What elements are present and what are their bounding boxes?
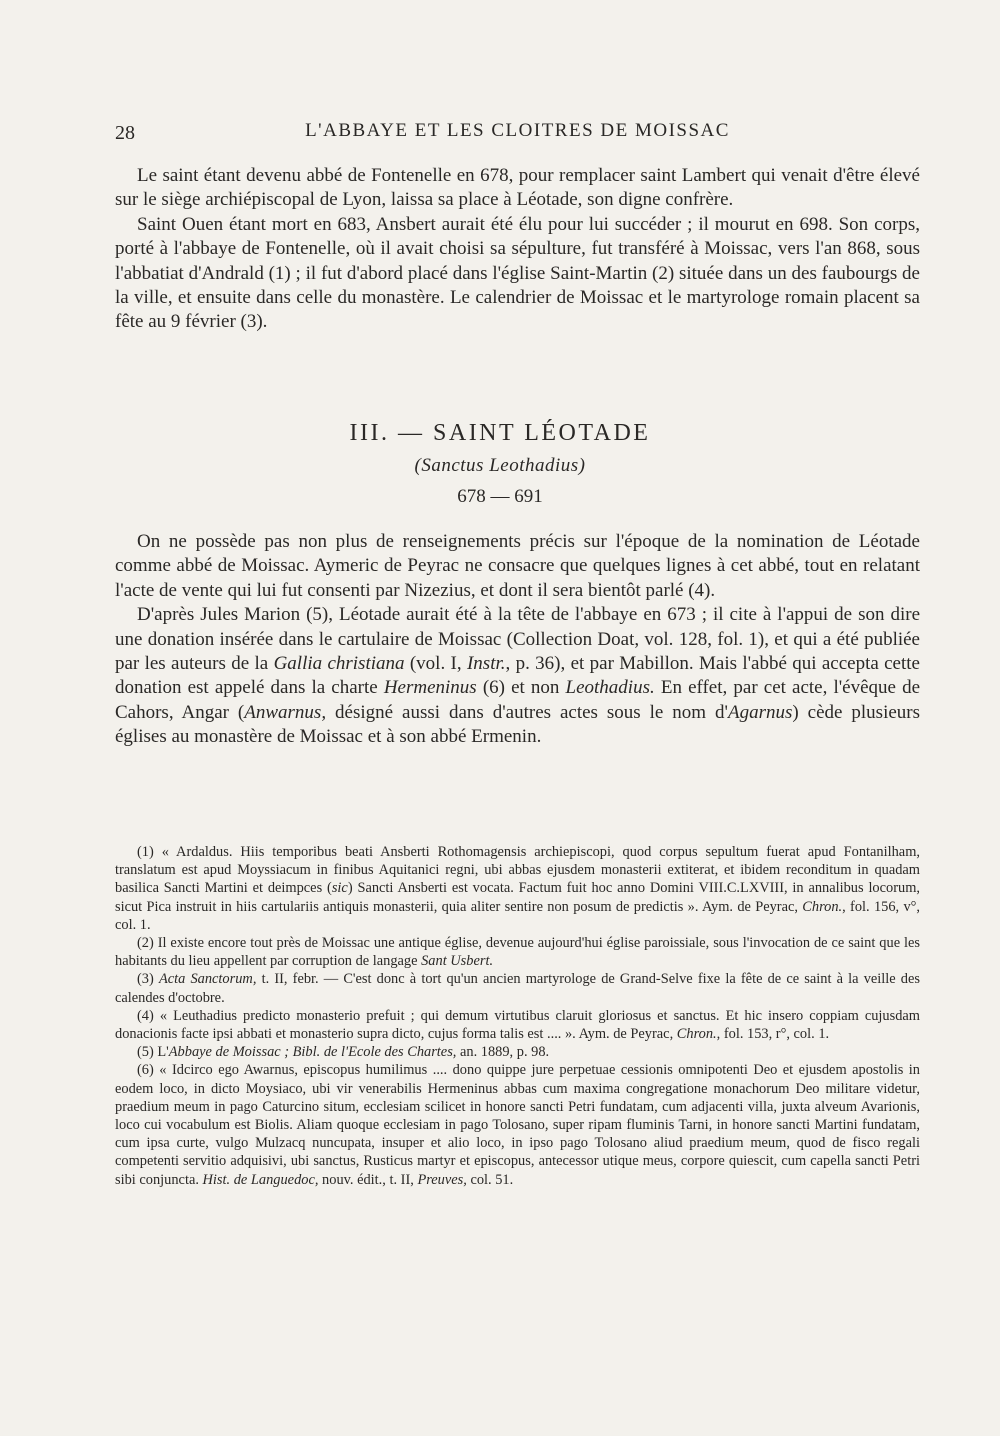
- section-title: III. — SAINT LÉOTADE: [349, 420, 651, 446]
- section-dates: 678 — 691: [457, 486, 543, 507]
- text-run: ) cède plusieurs églises au monastère de Moissac et à son abbé Ermenin.: [115, 701, 921, 748]
- paragraph: Le saint étant devenu abbé de Fontenelle en 678, pour remplacer saint Lambert qui venait d'être élevé sur le siège archiépiscopal de Lyon, laissa sa place à Léotade, son digne confrère.: [115, 165, 920, 211]
- footnote: [115, 970, 920, 1006]
- text-run: ) Sancti Ansberti est vocata. Factum fuit hoc anno Domini VIII.C.LXVIII, in annalibus locorum, sicut Pica instruit in hiis cartulariis antiquis monasterii, quia aliter sentire non posum de predictis ». Aym. de Peyrac,: [115, 880, 920, 915]
- running-title: L'ABBAYE ET LES CLOITRES DE MOISSAC: [305, 120, 730, 141]
- italic-run: Anwarnus,: [244, 701, 327, 723]
- italic-run: Hermeninus: [383, 677, 477, 699]
- page-number: 28: [115, 122, 135, 144]
- footnote: [115, 843, 920, 934]
- footnotes: [115, 843, 920, 1189]
- italic-run: Chron.: [802, 898, 843, 915]
- section-subtitle: (Sanctus Leothadius): [414, 455, 586, 476]
- footnote: [115, 1007, 920, 1043]
- page-header: [115, 120, 920, 146]
- text-run: (vol. I,: [404, 653, 467, 675]
- italic-run: Chron.: [676, 1026, 717, 1043]
- text-run: , fol. 156, v°, col. 1.: [115, 898, 920, 933]
- text-run: col. 51.: [466, 1171, 514, 1188]
- footnote: [115, 1061, 920, 1188]
- text-run: (6) et non: [476, 677, 566, 699]
- text-run: (6) « Idcirco ego Awarnus, episcopus humilimus .... dono quippe jure perpetuae cessionis omnipotenti Deo et ejusdem apostolis in eodem loco, in dicto Moysiaco, ubi vir venerabilis Hermeninus abbas cum maxima congregatione monachorum Deo militare videtur, praedium meum in pago Caturcino situm, ecclesiam scilicet in honore sancti Petri fundatam, cum adjacenti villa, juxta alveum Avarionis, loco cui vocabulum est Biolis. Aliam quoque ecclesiam in pago Tolosano, super ripam fluminis Tarni, in honore sancti Martini fundatam, cum ipsa curte, vulgo Mulzacq nuncupata, insuper et alio loco, in ipso pago Tolosano aliud praedium meum, quod de fisco regali competenti servitio adquisivi, ubi sanctus, Rusticus martyr et episcopus, antecessor utique meus, corpore quiescit, cum capella sancti Petri sibi conjuncta.: [115, 1062, 920, 1188]
- text-run: nouv. édit., t. II,: [318, 1171, 418, 1188]
- italic-run: Instr.: [466, 653, 506, 675]
- italic-run: Leothadius.: [565, 677, 655, 699]
- text-run: , p. 36), et par Mabillon. Mais l'abbé qui accepta cette donation est appelé dans la charte: [115, 653, 920, 699]
- text-run: , fol. 153, r°, col. 1.: [716, 1026, 830, 1043]
- main-text: [115, 530, 920, 750]
- italic-run: sic: [331, 880, 348, 897]
- text-run: an. 1889, p. 98.: [456, 1044, 550, 1061]
- italic-run: Hist. de Languedoc,: [202, 1171, 319, 1188]
- text-run: (4) « Leuthadius predicto monasterio prefuit ; qui demum virtutibus claruit gloriosus et sanctus. Et hic insero coppiam cujusdam donacionis facte ipsi abbati et monasterio supra dicto, cujus forma talis est .... ». Aym. de Peyrac,: [115, 1007, 920, 1043]
- text-run: (1) « Ardaldus. Hiis temporibus beati Ansberti Rothomagensis archiepiscopi, quod corpus sepultum fuerat apud Fontanilham, translatum est apud Moyssiacum in finibus Aquitanici regni, ubi abbas ejusdem monasterii extiterat, et ibidem reconditum in quadam basilica Sancti Martini et deimpces (: [115, 844, 920, 897]
- text-run: (5) L': [137, 1044, 169, 1061]
- italic-run: Sant Usbert.: [421, 953, 494, 970]
- intro-text: [115, 164, 920, 335]
- text-run: (3): [137, 971, 159, 988]
- footnote: [115, 1043, 920, 1061]
- paragraph: [115, 603, 920, 749]
- text-run: D'après Jules Marion (5), Léotade aurait été à la tête de l'abbaye en 673 ; il cite à l'appui de son dire une donation insérée dans le cartulaire de Moissac (Collection Doat, vol. 128, fol. 1), et qui a été publiée par les auteurs de la: [115, 604, 920, 675]
- italic-run: Gallia christiana: [273, 653, 405, 675]
- italic-run: Preuves,: [417, 1171, 467, 1188]
- paragraph: Saint Ouen étant mort en 683, Ansbert aurait été élu pour lui succéder ; il mourut en 698. Son corps, porté à l'abbaye de Fontenelle, où il avait choisi sa sépulture, fut transféré à Moissac, vers l'an 868, sous l'abbatiat d'Andrald (1) ; il fut d'abord placé dans l'église Saint-Martin (2) située dans un des faubourgs de la ville, et ensuite dans celle du monastère. Le calendrier de Moissac et le martyrologe romain placent sa fête au 9 février (3).: [115, 213, 920, 333]
- text-run: (2) Il existe encore tout près de Moissac une antique église, devenue aujourd'hui église paroissiale, sous l'invocation de ce saint que les habitants du lieu appellent par corruption de langage: [115, 935, 920, 970]
- text-run: t. II, febr. — C'est donc à tort qu'un ancien martyrologe de Grand-Selve fixe la fête de ce saint à la veille des calendes d'octobre.: [115, 971, 920, 1006]
- paragraph: On ne possède pas non plus de renseignements précis sur l'époque de la nomination de Léotade comme abbé de Moissac. Aymeric de Peyrac ne consacre que quelques lignes à cet abbé, tout en relatant l'acte de vente qui lui fut consenti par Nizezius, et dont il sera bientôt parlé (4).: [115, 531, 920, 601]
- text-run: En effet, par cet acte, l'évêque de Cahors, Angar (: [115, 677, 921, 723]
- text-run: désigné aussi dans d'autres actes sous le nom d': [326, 701, 728, 723]
- footnote: [115, 934, 920, 970]
- italic-run: Agarnus: [727, 701, 793, 723]
- italic-run: Abbaye de Moissac ; Bibl. de l'Ecole des Chartes,: [168, 1044, 457, 1061]
- italic-run: Acta Sanctorum,: [158, 971, 257, 988]
